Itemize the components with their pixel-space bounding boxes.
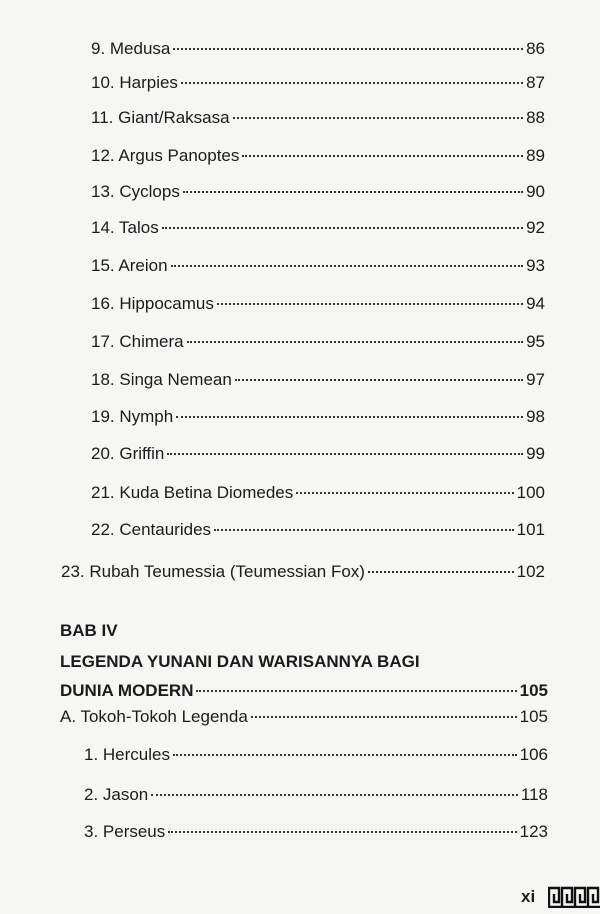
toc-entry-talos[interactable] xyxy=(91,216,545,240)
toc-entry-rubah-teumessia[interactable] xyxy=(61,560,545,584)
dot-leader xyxy=(214,529,514,531)
toc-entry-giant[interactable] xyxy=(91,106,545,130)
greek-key-ornament-icon xyxy=(548,886,600,908)
toc-entry-centaurides[interactable] xyxy=(91,518,545,542)
toc-entry-hercules[interactable] xyxy=(84,743,548,767)
toc-entry-perseus[interactable] xyxy=(84,820,548,844)
toc-entry-page: 105 xyxy=(519,681,548,700)
toc-entry-cyclops[interactable] xyxy=(91,180,545,204)
toc-entry-label: 21. Kuda Betina Diomedes xyxy=(91,483,294,502)
toc-entry-page: 106 xyxy=(519,745,548,764)
toc-entry-griffin[interactable] xyxy=(91,442,545,466)
dot-leader xyxy=(173,48,523,50)
dot-leader xyxy=(233,117,523,119)
toc-entry-page: 118 xyxy=(520,785,548,804)
dot-leader xyxy=(162,227,523,229)
toc-entry-page: 101 xyxy=(516,520,545,539)
toc-entry-page: 100 xyxy=(516,483,545,502)
toc-entry-label: 1. Hercules xyxy=(84,745,170,764)
toc-entry-page: 102 xyxy=(516,562,545,581)
toc-entry-page: 105 xyxy=(519,707,548,726)
toc-entry-label: 13. Cyclops xyxy=(91,182,180,201)
toc-entry-label: 18. Singa Nemean xyxy=(91,370,232,389)
toc-entry-chimera[interactable] xyxy=(91,330,545,354)
chapter-title: LEGENDA YUNANI DAN WARISANNYA BAGI xyxy=(60,652,420,671)
dot-leader xyxy=(251,716,517,718)
toc-entry-label: 9. Medusa xyxy=(91,39,171,58)
toc-entry-page: 94 xyxy=(526,294,545,313)
toc-entry-medusa[interactable] xyxy=(91,37,545,61)
toc-entry-label: 12. Argus Panoptes xyxy=(91,146,240,165)
toc-entry-harpies[interactable] xyxy=(91,71,545,95)
toc-entry-page: 95 xyxy=(526,332,545,351)
toc-entry-argus[interactable] xyxy=(91,144,545,168)
toc-entry-page: 88 xyxy=(526,108,545,127)
toc-entry-label: 3. Perseus xyxy=(84,822,166,841)
toc-entry-page: 93 xyxy=(526,256,545,275)
toc-entry-page: 92 xyxy=(526,218,545,237)
dot-leader xyxy=(235,379,523,381)
chapter-label: BAB IV xyxy=(60,621,118,640)
page-number: xi xyxy=(521,887,536,906)
dot-leader xyxy=(196,690,516,692)
toc-entry-singa-nemean[interactable] xyxy=(91,368,545,392)
dot-leader xyxy=(187,341,523,343)
dot-leader xyxy=(151,794,518,796)
dot-leader xyxy=(183,191,523,193)
toc-entry-areion[interactable] xyxy=(91,254,545,278)
dot-leader xyxy=(171,265,524,267)
dot-leader xyxy=(181,82,523,84)
toc-entry-label: A. Tokoh-Tokoh Legenda xyxy=(60,707,248,726)
toc-entry-section[interactable] xyxy=(60,705,548,729)
dot-leader xyxy=(217,303,523,305)
toc-entry-label: 11. Giant/Raksasa xyxy=(91,108,230,127)
toc-entry-page: 97 xyxy=(526,370,545,389)
toc-entry-page: 90 xyxy=(526,182,545,201)
dot-leader xyxy=(242,155,523,157)
toc-entry-label: 10. Harpies xyxy=(91,73,178,92)
toc-entry-kuda-betina[interactable] xyxy=(91,481,545,505)
toc-entry-hippocamus[interactable] xyxy=(91,292,545,316)
toc-entry-page: 89 xyxy=(526,146,545,165)
toc-entry-label: 16. Hippocamus xyxy=(91,294,214,313)
toc-entry-page: 87 xyxy=(526,73,545,92)
toc-entry-label: 2. Jason xyxy=(84,785,149,804)
dot-leader xyxy=(173,754,517,756)
dot-leader xyxy=(296,492,513,494)
toc-entry-label: 15. Areion xyxy=(91,256,168,275)
toc-entry-page: 98 xyxy=(526,407,545,426)
dot-leader xyxy=(168,831,516,833)
toc-entry-label: 19. Nymph xyxy=(91,407,174,426)
toc-entry-label: 20. Griffin xyxy=(91,444,165,463)
dot-leader xyxy=(167,453,523,455)
toc-entry-page: 123 xyxy=(519,822,548,841)
toc-entry-label: 14. Talos xyxy=(91,218,159,237)
toc-entry-label: 22. Centaurides xyxy=(91,520,212,539)
toc-entry-page: 86 xyxy=(526,39,545,58)
toc-entry-page: 99 xyxy=(526,444,545,463)
chapter-title-continued: DUNIA MODERN xyxy=(60,681,194,700)
toc-entry-chapter[interactable] xyxy=(60,679,548,703)
toc-entry-label: 23. Rubah Teumessia (Teumessian Fox) xyxy=(61,562,365,581)
toc-entry-jason[interactable] xyxy=(84,783,548,807)
toc-entry-label: 17. Chimera xyxy=(91,332,184,351)
toc-entry-nymph[interactable] xyxy=(91,405,545,429)
dot-leader xyxy=(176,416,523,418)
dot-leader xyxy=(368,571,514,573)
